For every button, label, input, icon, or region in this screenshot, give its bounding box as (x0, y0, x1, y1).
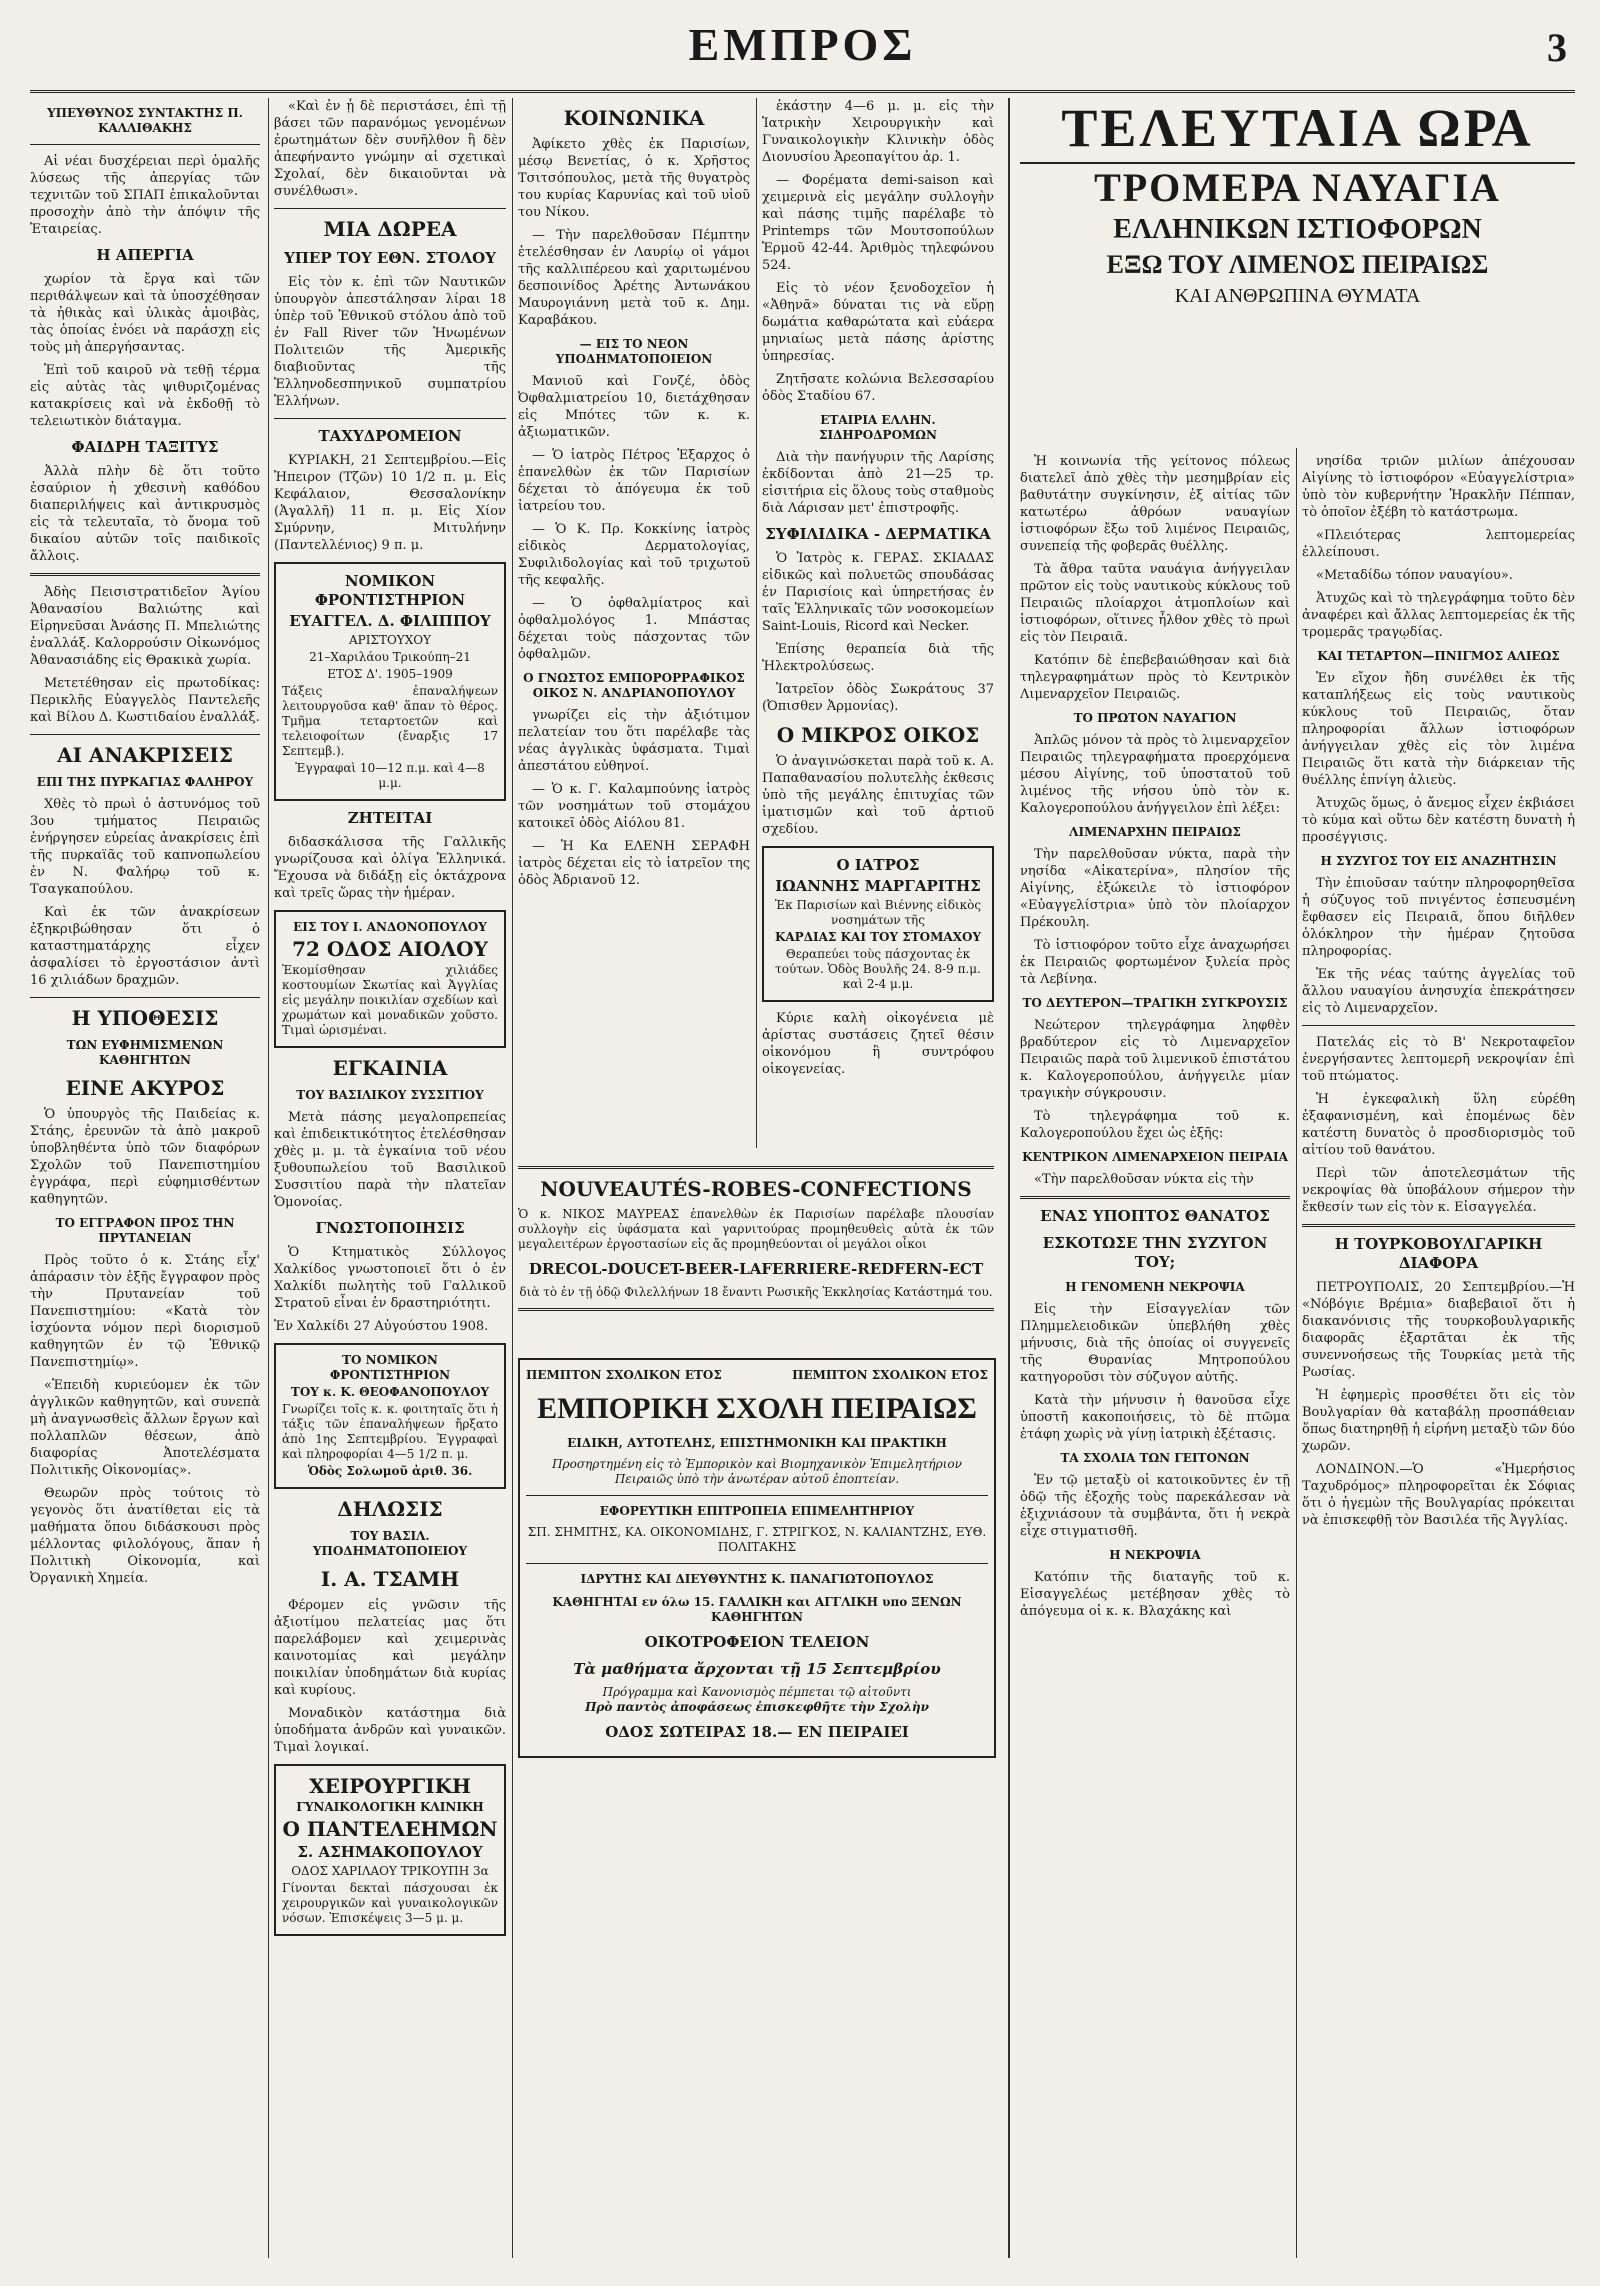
article-text: Κατόπιν δὲ ἐπεβεβαιώθησαν καὶ διὰ τηλεγραφημάτων πρὸς τὸ Κεντρικὸν Λιμεναρχεῖον Πειραιῶς. (1020, 653, 1290, 702)
article-text: Ἐν εἴχον ἤδη συνέλθει ἐκ τῆς καταπλήξεως εἰς τοὺς ναυτικοὺς κύκλους τοῦ Πειραιῶς, ὅταν πληροφορίαι ἄλλων ἱστιοφόρων ἀνήγγειλαν χθὲς εἰς τὸν λιμένα Πειραιῶς ὅτι κατὰ τὴν διάρκειαν τῆς θυέλλης ἐπνίγη ἁλιεὺς. (1302, 671, 1575, 788)
school-note: Πρὸ παντὸς ἀποφάσεως ἐπισκεφθῆτε τὴν Σχολὴν (585, 1700, 929, 1714)
article-heading: Η ΥΠΟΘΕΣΙΣ (71, 1006, 219, 1030)
ad-text: Γίνονται δεκταὶ πάσχουσαι ἐκ χειρουργικῶν καὶ γυναικολογικῶν νόσων. Ἐπισκέψεις 3—5 μ. μ. (282, 1881, 498, 1925)
article-text: Εἰς τὸν κ. ἐπὶ τῶν Ναυτικῶν ὑπουργὸν ἀπεστάλησαν λίραι 18 ὑπὲρ τοῦ Ἐθνικοῦ στόλου ἀπὸ τοῦ ἐν Fall River τῶν Ἡνωμένων Πολιτειῶν τῆς Ἀμερικῆς διαβιοῦντας τῆς Ἑλληνοδεσπηνικοῦ συμπατρίου Ἑλλήνων. (274, 275, 506, 409)
school-dormitory: ΟΙΚΟΤΡΟΦΕΙΟΝ ΤΕΛΕΙΟΝ (644, 1633, 870, 1651)
article-text: Καὶ ἐκ τῶν ἀνακρίσεων ἐξηκριβώθησαν ὅτι ὁ καταστηματάρχης εἶχεν ἀσφαλίσει τὸ ἐργοστάσιον ἀντὶ 16 χιλιάδων δραχμῶν. (30, 905, 260, 988)
article-heading: ΕΤΑΙΡΙΑ ΕΛΛΗΝ. ΣΙΔΗΡΟΔΡΟΜΩΝ (819, 413, 937, 442)
article-text: «Τὴν παρελθοῦσαν νύκτα εἰς τὴν (1034, 1172, 1254, 1187)
school-founder: ΙΔΡΥΤΗΣ ΚΑΙ ΔΙΕΥΘΥΝΤΗΣ Κ. ΠΑΝΑΓΙΩΤΟΠΟΥΛΟΣ (580, 1572, 934, 1586)
school-subtitle: ΕΙΔΙΚΗ, ΑΥΤΟΤΕΛΗΣ, ΕΠΙΣΤΗΜΟΝΙΚΗ ΚΑΙ ΠΡΑΚΤΙΚΗ (567, 1436, 947, 1450)
article-text: Μοναδικὸν κατάστημα διὰ ὑποδήματα ἀνδρῶν καὶ γυναικῶν. Τιμαὶ λογικαί. (274, 1706, 506, 1755)
article-heading: ΜΙΑ ΔΩΡΕΑ (323, 217, 457, 241)
article-text: Ὁ ἀναγινώσκεται παρὰ τοῦ κ. Α. Παπαθανασίου πολυτελὴς ἐκθεσις ὑπὸ τῆς μεγάλης ἐπιτυχίας τῶν ἱματισμῶν καὶ τοῦ ἀρτιοῦ σχεδίου. (762, 754, 994, 837)
article-text: Ὁ Ἰατρὸς κ. ΓΕΡΑΣ. ΣΚΙΑΔΑΣ εἰδικῶς καὶ πολυετῶς σπουδάσας ἐν Παρισίοις καὶ ὑπηρετήσας ἐν ταῖς Ἑλληνικαῖς τῶν νοσοκομείων Saint-Louis, Ricord καὶ Necker. (762, 551, 994, 634)
school-board: ΕΦΟΡΕΥΤΙΚΗ ΕΠΙΤΡΟΠΕΙΑ ΕΠΙΜΕΛΗΤΗΡΙΟΥ (599, 1504, 915, 1518)
ad-doctor: Σ. ΑΣΗΜΑΚΟΠΟΥΛΟΥ (297, 1843, 483, 1861)
article-heading: ΣΥΦΙΛΙΔΙΚΑ - ΔΕΡΜΑΤΙΚΑ (765, 525, 991, 543)
article-text: Πατελάς εἰς τὸ Β' Νεκροταφεῖον ἐνεργήσαντες λεπτομερῆ νεκροψίαν ἐπὶ τοῦ πτώματος. (1302, 1035, 1575, 1084)
school-start: Τὰ μαθήματα ἄρχονται τῇ 15 Σεπτεμβρίου (573, 1660, 941, 1678)
headline-last-hour: ΤΕΛΕΥΤΑΙΑ ΩΡΑ (1020, 98, 1575, 164)
article-heading: Η ΣΥΖΥΓΟΣ ΤΟΥ ΕΙΣ ΑΝΑΖΗΤΗΣΙΝ (1320, 854, 1557, 868)
advertisement-law-school (274, 1343, 506, 1489)
article-subheading: ΕΙΝΕ ΑΚΥΡΟΣ (65, 1076, 225, 1100)
newspaper-page (30, 18, 1575, 2268)
article-heading: ΚΑΙ ΤΕΤΑΡΤΟΝ—ΠΝΙΓΜΟΣ ΑΛΙΕΩΣ (1317, 649, 1560, 663)
article-text: Ἀλλὰ πλὴν δὲ ὅτι τοῦτο ἐσαύριον ἡ χθεσινὴ καθόδου διαπεριλήψεις καὶ ἀντικρυσμὸς εἰς τὰ τελευταῖα, τὸ ὄνομα τοῦ δικαίου αὐτῶν τοῖς παιδικοῖς ἄλλοις. (30, 464, 260, 564)
column-divider (512, 98, 513, 2258)
ad-title: ΝΟΜΙΚΟΝ ΦΡΟΝΤΙΣΤΗΡΙΟΝ (314, 572, 466, 609)
article-subheading: ΥΠΕΡ ΤΟΥ ΕΘΝ. ΣΤΟΛΟΥ (284, 249, 496, 267)
article-text: Εἰς τὴν Εἰσαγγελίαν τῶν Πλημμελειοδικῶν ὑπεβλήθη χθὲς μήνυσις, διὰ τῆς ὁποίας οἱ συγγενεῖς τῆς Θυρανίας Μητροπούλου κατηγοροῦσι τὸν σύζυγον αὐτῆς. (1020, 1302, 1290, 1385)
article-text: Πρὸς τοῦτο ὁ κ. Στάης εἶχ' ἀπάρασιν τὸν ἑξῆς ἔγγραφον πρὸς τὴν Πρυτανείαν τοῦ Πανεπιστημίου: «Κατὰ τὸν ἰσχύοντα νόμον περὶ διορισμοῦ καθηγητῶν ἐν τῷ Ἐθνικῷ Πανεπιστημίῳ». (30, 1253, 260, 1370)
article-text: Ἰατρεῖον ὁδὸς Σωκράτους 37 (Ὀπισθεν Ἀρμονίας). (762, 682, 994, 714)
page-number: 3 (1547, 25, 1567, 70)
school-teachers: ΚΑΘΗΓΗΤΑΙ εν όλω 15. ΓΑΛΛΙΚΗ και ΑΓΓΛΙΚΗ υπο ΞΕΝΩΝ ΚΑΘΗΓΗΤΩΝ (552, 1595, 962, 1624)
headline-victims: ΚΑΙ ΑΝΘΡΩΠΙΝΑ ΘΥΜΑΤΑ (1174, 285, 1421, 307)
advertisement-law-tutoring (274, 562, 506, 801)
column-divider (756, 98, 757, 1148)
article-text: ΠΕΤΡΟΥΠΟΛΙΣ, 20 Σεπτεμβρίου.—Ἡ «Νόβόγιε Βρέμια» διαβεβαιοῖ ὅτι ἡ διακανόνισις τῆς τουρκοβουλγαρικῆς διαφορᾶς ἐξαρτᾶται ἐκ τῆς συνεννοήσεως τῆς Τουρκίας μετὰ τῆς Ρωσίας. (1302, 1280, 1575, 1380)
ad-specialty: ΚΑΡΔΙΑΣ ΚΑΙ ΤΟΥ ΣΤΟΜΑΧΟΥ (774, 930, 982, 944)
article-text: Ἐν Χαλκίδι 27 Αὐγούστου 1908. (274, 1319, 489, 1334)
article-text: Θεωρῶν πρὸς τούτοις τὸ γεγονὸς ὅτι ἀνατίθεται εἰς τὰ μαθήματα ὅπου διδάσκουσι πρὸς μέλλοντας φιλολόγους, ἅπαν ἡ Πολιτικὴ Οἰκονομία, καὶ Ὀργανικὴ Χημεία. (30, 1486, 260, 1586)
article-text: Ὁ ὑπουργὸς τῆς Παιδείας κ. Στάης, ἐρευνῶν τὰ ἀπὸ μακροῦ ὑποβληθέντα ὑπὸ τῶν διαφόρων Σχολῶν τοῦ Πανεπιστημίου ἐγγράφα, περὶ εὐφημισθέντων καθηγητῶν. (30, 1107, 260, 1207)
ad-address: 72 ΟΔΟΣ ΑΙΟΛΟΥ (292, 937, 488, 961)
masthead (30, 18, 1575, 93)
column-1 (30, 98, 260, 2258)
ad-subtitle: ΑΡΙΣΤΟΥΧΟΥ (348, 633, 432, 647)
article-subheading: ΤΟ ΕΓΓΡΑΦΟΝ ΠΡΟΣ ΤΗΝ ΠΡΥΤΑΝΕΙΑΝ (55, 1216, 235, 1245)
ad-address: 21–Χαριλάου Τρικούπη–21 (309, 650, 471, 664)
ad-hours: Ἐγγραφαὶ 10—12 π.μ. καὶ 4—8 μ.μ. (295, 761, 485, 790)
article-subheading: ΚΕΝΤΡΙΚΟΝ ΛΙΜΕΝΑΡΧΕΙΟΝ ΠΕΙΡΑΙΑ (1022, 1150, 1288, 1164)
ad-text: Ἐκομίσθησαν χιλιάδες κοστουμίων Σκωτίας καὶ Ἀγγλίας εἰς μεγάλην ποικιλίαν σχεδίων καὶ χρωμάτων καὶ μοναδικῶν χοῦστο. Τιμαὶ ὡρισμέναι. (282, 963, 498, 1037)
ad-text: Τάξεις ἐπαναλήψεων λειτουργοῦσα καθ' ἅπαν τὸ θέρος. Τμῆμα τεταρτοετῶν καὶ τελειοφοίτων (ἔναρξις 17 Σεπτεμβ.). (282, 684, 498, 758)
article-subheading: Ι. Α. ΤΣΑΜΗ (320, 1567, 460, 1591)
article-text: «Καὶ ἐν ᾗ δὲ περιστάσει, ἐπὶ τῇ βάσει τῶν παρανόμως γενομένων ἐρωτημάτων δὲν συνῆλθον ἢ δὲν ἀπεφήναντο γνώμην αἱ σχετικαὶ Σχολαί, δὲν δικαιοῦνται νὰ συνέλθωσι». (274, 99, 506, 199)
article-text: «Μεταδίδω τόπον ναυαγίου». (1316, 568, 1513, 583)
article-subheading: Η ΝΕΚΡΟΨΙΑ (1109, 1548, 1201, 1562)
article-text: Τὴν παρελθοῦσαν νύκτα, παρὰ τὴν νησίδα «Αἰκατερίνα», πλησίον τῆς Αἰγίνης, ἐξώκειλε τὸ ἱστιοφόρον «Εὐαγγελίστρια» ὑπὸ τὸν πλοίαρχον Πρέκουλη. (1020, 847, 1290, 930)
article-heading: ΤΑΧΥΔΡΟΜΕΙΟΝ (318, 427, 462, 445)
ad-text: Ἐκ Παρισίων καὶ Βιέννης εἰδικὸς νοσημάτων τῆς (774, 898, 982, 927)
article-heading: Ο ΓΝΩΣΤΟΣ ΕΜΠΟΡΟΡΡΑΦΙΚΟΣ ΟΙΚΟΣ Ν. ΑΝΔΡΙΑΝΟΠΟΥΛΟΥ (523, 671, 745, 700)
article-text: Ἀτυχῶς ὅμως, ὁ ἄνεμος εἶχεν ἐκβιάσει τὸ κύμα καὶ οὕτω δὲν κατέστη δυνατὴ ἡ προσέγγισις. (1302, 796, 1575, 845)
ad-title: ΧΕΙΡΟΥΡΓΙΚΗ (309, 1774, 471, 1798)
article-text: Ἀφίκετο χθὲς ἐκ Παρισίων, μέσῳ Βενετίας, ὁ κ. Χρῆστος Τσιτσόπουλος, μετὰ τῆς θυγατρὸς του κυρίας Καρυνίας καὶ τοῦ υἱοῦ του Νίκου. (518, 137, 750, 220)
article-text: Ἐν τῷ μεταξὺ οἱ κατοικοῦντες ἐν τῇ ὁδῷ τῆς ἐξοχῆς τοὺς παρεκάλεσαν νὰ ἐξιχνιάσουν τὰ συμβάντα, ὅτι ἡ νεκρὰ εἶχε στιγματισθῆ. (1020, 1473, 1290, 1539)
article-text: Ἐκ τῆς νέας ταύτης ἀγγελίας τοῦ ἄλλου ναυαγίου ἀνησυχία ἐπεκράτησεν εἰς τὸ Λιμεναρχεῖον. (1302, 967, 1575, 1016)
article-heading: ΤΟ ΠΡΩΤΟΝ ΝΑΥΑΓΙΟΝ (1073, 711, 1237, 725)
column-divider (1008, 98, 1010, 2258)
ad-houses: DRECOL-DOUCET-BEER-LAFERRIERE-REDFERN-ECT (528, 1260, 984, 1278)
advertisement-nouveautes (518, 1158, 994, 1319)
ad-text: Γνωρίζει τοῖς κ. κ. φοιτηταῖς ὅτι ἡ τάξις τῶν ἐπαναλήψεων ἤρξατο ἀπὸ 1ης Σεπτεμβρίου. Ἐγγραφαὶ καὶ πληροφορίαι 4—5 1/2 π. μ. (282, 1402, 498, 1461)
article-text: Τὰ ἄθρα ταῦτα ναυάγια ἀνήγγειλαν πρῶτον εἰς τοὺς ναυτικοὺς κύκλους τοῦ Πειραιῶς πλοίαρχοι ἀτμοπλοίων καὶ ἱστιοφόρων, οἵτινες ἦλθον χθὲς τὸ πρωὶ εἰς τὸν Πειραιᾶ. (1020, 562, 1290, 645)
article-text: Ἀπλῶς μόνον τὰ πρὸς τὸ λιμεναρχεῖον Πειραιῶς τηλεγραφήματα προερχόμενα μέσου Αἰγίνης, τοῦ ὑποστατοῦ τοῦ λιμένος τῆς νήσου ὑπὸ τὸν κ. Καλογεροπούλου ἀνήγγειλον ἐπὶ λέξει: (1020, 733, 1290, 816)
article-text: Εἰς τὸ νέον ξενοδοχεῖον ἡ «Ἀθηνᾶ» δύναται τις νὰ εὕρῃ δωμάτια καθαρώτατα καὶ εὐάερα μηνιαίως μετὰ πάσης ἀρίστης ὑπηρεσίας. (762, 281, 994, 364)
article-text: Φέρομεν εἰς γνῶσιν τῆς ἀξιοτίμου πελατείας μας ὅτι παρελάβομεν καὶ χειμερινὰς καινοτομίας καὶ μεγάλην ποικιλίαν ὑποδημάτων διὰ κυρίας καὶ κυρίους. (274, 1598, 506, 1698)
article-text: Ἡ ἐφημερὶς προσθέτει ὅτι εἰς τὸν Βουλγαρίαν θὰ καταβάλῃ προσπάθειαν ὅπως διατηρηθῇ ἡ εἰρήνη μεταξὺ τῶν δύο χωρῶν. (1302, 1388, 1575, 1454)
column-4 (762, 98, 994, 1148)
article-text: Μετετέθησαν εἰς πρωτοδίκας: Περικλῆς Εὐαγγελὸς Παντελεῆς καὶ Βίλου Δ. Κωστιδαίου ἐναλλάξ. (30, 676, 260, 725)
article-text: Ἐπίσης θεραπεία διὰ τῆς Ἠλεκτρολύσεως. (762, 642, 994, 674)
ad-address: διὰ τὸ ἐν τῇ ὁδῷ Φιλελλήνων 18 ἔναντι Ρωσικῆς Ἐκκλησίας Κατάστημά του. (519, 1285, 993, 1299)
article-text: ΚΥΡΙΑΚΗ, 21 Σεπτεμβρίου.—Εἰς Ἠπειρον (Τζῶν) 10 1/2 π. μ. Εἰς Κεφάλαιον, Θεσσαλονίκην (Ἀγαλλῆ) 11 π. μ. Εἰς Χίον Σμύρνην, Μιτυλήνην (Παντελλένιος) 9 π. μ. (274, 453, 506, 553)
ad-title: ΕΙΣ ΤΟΥ Ι. ΑΝΔΟΝΟΠΟΥΛΟΥ (293, 920, 487, 934)
article-heading: — ΕΙΣ ΤΟ ΝΕΟΝ ΥΠΟΔΗΜΑΤΟΠΟΙΕΙΟΝ (555, 337, 713, 366)
article-heading: Η ΤΟΥΡΚΟΒΟΥΛΓΑΡΙΚΗ ΔΙΑΦΟΡΑ (1334, 1235, 1543, 1272)
ad-subtitle: ΓΥΝΑΙΚΟΛΟΓΙΚΗ ΚΛΙΝΙΚΗ (296, 1800, 484, 1814)
newspaper-title: ΕΜΠΡΟΣ (688, 19, 917, 70)
article-text: ἐκάστην 4—6 μ. μ. εἰς τὴν Ἱατρικὴν Χειρουργικὴν καὶ Γυναικολογικὴν Κλινικὴν ὁδὸς Διονυσίου Ἀρεοπαγίτου ἀρ. 1. (762, 99, 994, 165)
article-subheading: ΤΑ ΣΧΟΛΙΑ ΤΩΝ ΓΕΙΤΟΝΩΝ (1060, 1451, 1250, 1465)
column-3 (518, 98, 750, 1148)
school-address: ΟΔΟΣ ΣΩΤΕΙΡΑΣ 18.— ΕΝ ΠΕΙΡΑΙΕΙ (605, 1723, 909, 1741)
ad-name: ΙΩΑΝΝΗΣ ΜΑΡΓΑΡΙΤΗΣ (775, 877, 981, 895)
article-text: — Ὁ ἰατρὸς Πέτρος Ἐξαρχος ὁ ἐπανελθὼν ἐκ τῶν Παρισίων δέχεται τὸ ἀπόγευμα ἐκ τοῦ ἰατρείου του. (518, 448, 750, 514)
article-text: Χθὲς τὸ πρωὶ ὁ ἀστυνόμος τοῦ 3ου τμήματος Πειραιῶς ἐνήργησεν εὐρείας ἀνακρίσεις ἐπὶ τῆς πυρκαϊᾶς τοῦ καπνοπωλείου ἐν Ν. Φαλήρῳ τοῦ κ. Τσαγκαπούλου. (30, 797, 260, 897)
ad-name: ΤΟΥ κ. Κ. ΘΕΟΦΑΝΟΠΟΥΛΟΥ (290, 1385, 490, 1399)
school-title: ΕΜΠΟΡΙΚΗ ΣΧΟΛΗ ΠΕΙΡΑΙΩΣ (537, 1392, 977, 1425)
ad-address: Ὁδὸς Σολωμοῦ ἀριθ. 36. (307, 1464, 473, 1478)
section-heading: ΚΟΙΝΩΝΙΚΑ (563, 106, 705, 130)
advertisement-clinic (274, 1764, 506, 1936)
article-heading: ΓΝΩΣΤΟΠΟΙΗΣΙΣ (315, 1219, 465, 1237)
ad-address: Θεραπεύει τοὺς πάσχοντας ἐκ τούτων. Ὁδὸς Βουλῆς 24. 8-9 π.μ. καὶ 2-4 μ.μ. (775, 947, 981, 991)
ad-title: Ο ΙΑΤΡΟΣ (836, 856, 920, 874)
advertisement-doctor (762, 846, 994, 1002)
article-text: Κατὰ τὴν μήνυσιν ἡ θανοῦσα εἶχε ὑποστῆ κακοποιήσεις, τὸ δὲ πτῶμα ἐτάφη χωρὶς νὰ γίνῃ ἰατρικὴ ἐξέτασις. (1020, 1393, 1290, 1442)
article-text: «Ἐπειδὴ κυριεύομεν ἐκ τῶν ἀγγλικῶν καθηγητῶν, καὶ συνεπὰ μὴ ἀναγνωσθεὶς ἄλλων ἔργων καὶ πολλαπλῶν θέσεων, ἀπὸ διαφορίας Ἀποτελέσματα Πολιτικῆς Οἰκονομίας». (30, 1378, 260, 1478)
article-heading: ΤΟ ΔΕΥΤΕΡΟΝ—ΤΡΑΓΙΚΗ ΣΥΓΚΡΟΥΣΙΣ (1022, 996, 1288, 1010)
article-text: Νεώτερον τηλεγράφημα ληφθὲν βραδύτερον εἰς τὸ Λιμεναρχεῖον Πειραιῶς παρὰ τοῦ λιμενικοῦ ἐπιστάτου κ. Καλογεροπούλου, ἀνήγγειλε μίαν τραγικὴν σύγκρουσιν. (1020, 1018, 1290, 1101)
school-description: Προσηρτημένη εἰς τὸ Ἐμπορικὸν καὶ Βιομηχανικὸν Ἐπιμελητήριον Πειραιῶς ὑπὸ τὴν ἀνωτέραν αὐτοῦ ἐποπτείαν. (552, 1457, 962, 1486)
school-board-members: ΣΠ. ΣΗΜΙΤΗΣ, ΚΑ. ΟΙΚΟΝΟΜΙΔΗΣ, Γ. ΣΤΡΙΓΚΟΣ, Ν. ΚΑΛΙΑΝΤΖΗΣ, ΕΥΘ. ΠΟΛΙΤΑΚΗΣ (527, 1525, 987, 1554)
article-text: — Τὴν παρελθοῦσαν Πέμπτην ἐτελέσθησαν ἐν Λαυρίῳ οἱ γάμοι τῆς καλλιπέρεου καὶ χαριτωμένου δεσποινίδος Ἀρέτης Ἀντωνάκου Μαυρογιάννη μετὰ τοῦ κ. Δημ. Καραβάκου. (518, 228, 750, 328)
article-heading: ΦΑΙΔΡΗ ΤΑΞΙΤΥΣ (71, 438, 219, 456)
column-2 (274, 98, 506, 2258)
article-text: — Ὁ ὀφθαλμίατρος καὶ ὀφθαλμολόγος 1. Μπάστας δέχεται τοὺς πάσχοντας τῶν ὀφθαλμῶν. (518, 596, 750, 662)
article-text: — Ἡ Κα ΕΛΕΝΗ ΣΕΡΑΦΗ ἰατρὸς δέχεται εἰς τὸ ἰατρεῖον της ὁδὸς Ἀδριανοῦ 12. (518, 839, 750, 888)
column-divider (268, 98, 269, 2258)
ad-address: ΟΔΟΣ ΧΑΡΙΛΑΟΥ ΤΡΙΚΟΥΠΗ 3α (291, 1864, 489, 1878)
article-subheading: ΕΠΙ ΤΗΣ ΠΥΡΚΑΓΙΑΣ ΦΑΛΗΡΟΥ (36, 775, 254, 789)
article-text: Μανιοῦ καὶ Γονζέ, ὁδὸς Ὀφθαλμιατρείου 10, διετάχθησαν εἰς Μπότες τῶν κ. κ. ἀξιωματικῶν. (518, 374, 750, 440)
article-text: διδασκάλισσα τῆς Γαλλικῆς γνωρίζουσα καὶ ὀλίγα Ἑλληνικά. Ἔχουσα νὰ διδάξῃ εἰς ὀκτάχρονα καὶ τρεῖς ὥρας τὴν ἡμέραν. (274, 835, 506, 901)
article-text: Τὸ τηλεγράφημα τοῦ κ. Καλογεροπούλου ἔχει ὡς ἑξῆς: (1020, 1109, 1290, 1141)
article-text: Ζητῆσατε κολώνια Βελεσσαρίου ὁδὸς Σταδίου 67. (762, 372, 994, 404)
article-heading: ΔΗΛΩΣΙΣ (337, 1497, 443, 1521)
ad-year: ΕΤΟΣ Δ'. 1905–1909 (327, 667, 453, 681)
ad-text: Ὁ κ. ΝΙΚΟΣ ΜΑΥΡΕΑΣ ἐπανελθὼν ἐκ Παρισίων παρέλαβε πλουσίαν συλλογὴν εἰς ὑφάσματα καὶ γαρνιτούρας προμηθευθεὶς αὐτὰ ἐκ τῶν μεγαλειτέρων ἐργοστασίων εἰς ἄς προμηθεύονται οἱ μεγάλοι οἶκοι (518, 1207, 994, 1251)
column-6 (1302, 453, 1575, 2258)
article-text: χωρίον τὰ ἔργα καὶ τῶν περιθάλψεων καὶ τὰ ὑποσχέθησαν τὰ ἠθικὰς καὶ ὑλικὰς ἀμοιβὰς, τὰς ὁποίας ἐνόει νὰ παράσχῃ εἰς τοὺς μὴ ἀπεργήσαντας. (30, 272, 260, 355)
article-text: Ἐπὶ τοῦ καιροῦ νὰ τεθῇ τέρμα εἰς αὐτὰς τὰς ψιθυριζομένας κατακρίσεις καὶ νὰ ἐκδοθῇ τὸ τελειωτικὸν διάταγμα. (30, 363, 260, 429)
article-subheading: ΤΟΥ ΒΑΣΙΛΙΚΟΥ ΣΥΣΣΙΤΙΟΥ (296, 1088, 484, 1102)
article-text: «Πλειότερας λεπτομερείας ἐλλείπουσι. (1302, 528, 1575, 560)
article-text: Ἡ κοινωνία τῆς γείτονος πόλεως διατελεῖ ἀπὸ χθὲς τὴν μεσημβρίαν εἰς βαθυτάτην συγκίνησιν, ἐξ αἰτίας τῶν κατωτέρω ἀθρόων ναυαγίων ἱστιοφόρων ἔξω τοῦ λιμένος Πειραιῶς, συνεπείᾳ τῆς φοβερᾶς θυέλλης. (1020, 454, 1290, 554)
ad-title: ΤΟ ΝΟΜΙΚΟΝ ΦΡΟΝΤΙΣΤΗΡΙΟΝ (329, 1353, 451, 1382)
headline-shipwrecks: ΤΡΟΜΕΡΑ ΝΑΥΑΓΙΑ (1094, 165, 1501, 210)
article-heading: ΕΓΚΑΙΝΙΑ (332, 1056, 448, 1080)
article-text: Μετὰ πάσης μεγαλοπρεπείας καὶ ἐπιδεικτικότητος ἐτελέσθησαν χθὲς μ. μ. τὰ ἐγκαίνια τοῦ νέου ξυθουπωλείου τοῦ Βασιλικοῦ Συσσιτίου παρὰ τὴν πλατεῖαν Ὁμονοίας. (274, 1110, 506, 1210)
ad-name: Ο ΠΑΝΤΕΛΕΗΜΩΝ (282, 1817, 498, 1841)
article-text: Ὁ Κτηματικὸς Σύλλογος Χαλκίδος γνωστοποιεῖ ὅτι ὁ ἐν Χαλκίδι πωλητὴς τοῦ Γαλλικοῦ Στρατοῦ εἶναι ἐν δραστηριότητι. (274, 1245, 506, 1311)
column-divider (1296, 448, 1297, 2258)
ad-name: ΕΥΑΓΓΕΛ. Δ. ΦΙΛΙΠΠΟΥ (289, 612, 491, 630)
article-text: Τὸ ἱστιοφόρον τοῦτο εἶχε ἀναχωρήσει ἐκ Πειραιῶς φορτωμένον ξυλεία πρὸς τὰ Λεβίνηα. (1020, 938, 1290, 987)
article-subheading: Η ΓΕΝΟΜΕΝΗ ΝΕΚΡΟΨΙΑ (1065, 1280, 1245, 1294)
article-text: — Ὁ Κ. Πρ. Κοκκίνης ἰατρὸς εἰδικὸς Δερματολογίας, Συφιλιδολογίας καὶ τοῦ τριχωτοῦ τῆς κεφαλῆς. (518, 522, 750, 588)
article-heading: ΖΗΤΕΙΤΑΙ (347, 809, 433, 827)
article-heading: ΑΙ ΑΝΑΚΡΙΣΕΙΣ (57, 743, 233, 767)
ad-title: NOUVEAUTÉS-ROBES-CONFECTIONS (540, 1177, 972, 1201)
advertisement-clothing (274, 910, 506, 1048)
article-text: — Ὁ κ. Γ. Καλαμπούνης ἰατρὸς τῶν νοσημάτων τοῦ στομάχου κατοικεῖ ὁδὸς Αἰόλου 81. (518, 782, 750, 831)
article-text: — Φορέματα demi-saison καὶ χειμερινὰ εἰς μεγάλην συλλογὴν καὶ πάσης τιμῆς παρέλαβε τὸ Printemps τῶν Μουτσοπούλων Ἑρμοῦ 42-44. Ἀριθμὸς τηλεφώνου 524. (762, 173, 994, 273)
article-text: Ἀτυχῶς καὶ τὸ τηλεγράφημα τοῦτο δὲν ἀναφέρει καὶ ἄλλας λεπτομερείας ἐκ τῆς τρομερᾶς τραγῳδίας. (1302, 591, 1575, 640)
article-text: νησίδα τριῶν μιλίων ἀπέχουσαν Αἰγίνης τὸ ἱστιοφόρον «Εὐαγγελίστρια» ὑπὸ τὸν κυβερνήτην Ἡρακλῆν Πέππαν, τὸ ὁποῖον ἐξέβη τὸ κατάστρωμα. (1302, 454, 1575, 520)
article-heading: ΕΝΑΣ ΥΠΟΠΤΟΣ ΘΑΝΑΤΟΣ (1040, 1207, 1270, 1225)
school-year-left: ΠΕΜΠΤΟΝ ΣΧΟΛΙΚΟΝ ΕΤΟΣ (526, 1368, 722, 1382)
school-year-right: ΠΕΜΠΤΟΝ ΣΧΟΛΙΚΟΝ ΕΤΟΣ (792, 1368, 988, 1382)
article-text: Αἱ νέαι δυσχέρειαι περὶ ὁμαλῆς λύσεως τῆς ἀπεργίας τῶν τεχνιτῶν τοῦ ΣΠΑΠ ἐπικαλοῦνται προσοχὴν ἀπὸ τὴν ἀπόψιν τῆς Ἐταιρείας. (30, 154, 260, 237)
article-heading: Ο ΜΙΚΡΟΣ ΟΙΚΟΣ (776, 723, 980, 747)
headline-sailing-ships: ΕΛΛΗΝΙΚΩΝ ΙΣΤΙΟΦΟΡΩΝ (1113, 214, 1482, 245)
advertisement-commercial-school (518, 1358, 996, 1758)
article-text: Διὰ τὴν πανήγυριν τῆς Λαρίσης ἐκδίδονται ἀπὸ 21—25 τρ. εἰσιτήρια εἰς ὅλους τοὺς σταθμοὺς διὰ Λάρισαν μετ' ἐπιστροφῆς. (762, 450, 994, 516)
article-heading: Η ΑΠΕΡΓΙΑ (96, 246, 194, 264)
school-program: Πρόγραμμα καὶ Κανονισμὸς πέμπεται τῷ αἰτοῦντι (602, 1685, 912, 1699)
article-text: γνωρίζει εἰς τὴν ἀξιότιμον πελατείαν του ὅτι παρέλαβε τὰς νέας ἀγγλικὰς ὑφάσματα. Τιμαὶ ἀπεστάτου εὐθηνοί. (518, 708, 750, 774)
article-text: Ἡ ἐγκεφαλικὴ ὕλη εὑρέθη ἐξαφανισμένη, καὶ ἐπομένως δὲν κατέστη δυνατὸς ὁ προσδιορισμὸς τοῦ αἰτίου τοῦ θανάτου. (1302, 1092, 1575, 1158)
article-subheading: ΤΩΝ ΕΥΦΗΜΙΣΜΕΝΩΝ ΚΑΘΗΓΗΤΩΝ (66, 1038, 224, 1067)
article-text: Ἀδὴς Πεισιστρατιδεῖον Ἁγίου Ἀθανασίου Βαλιώτης καὶ Εἰρηνεῦσαι Ἀνάσης Π. Μπελιώτης ἐναλλάξ. Καλορρούσιν Οἰκωνόμος Ἀθανασιάδης εἰς Θρακικὰ χωρία. (30, 585, 260, 668)
byline: ΥΠΕΥΘΥΝΟΣ ΣΥΝΤΑΚΤΗΣ Π. ΚΑΛΛΙΘΑΚΗΣ (47, 106, 243, 135)
article-text: Κύριε καλὴ οἰκογένεια μὲ ἀρίστας συστάσεις ζητεῖ θέσιν οἰκονόμου ἢ συντρόφου οἰκογενείας. (762, 1011, 994, 1077)
article-subheading: ΕΣΚΟΤΩΣΕ ΤΗΝ ΣΥΖΥΓΟΝ ΤΟΥ; (1042, 1234, 1268, 1271)
article-text: Τὴν ἐπιοῦσαν ταύτην πληροφορηθεῖσα ἡ σύζυγος τοῦ πνιγέντος ἐσπευσμένη ἔφθασεν εἰς Πειραιᾶ, ὅπου διῆλθεν ὁλόκληρον τὴν ἡμέραν ζητοῦσα πληροφορίας. (1302, 876, 1575, 959)
article-subheading: ΤΟΥ ΒΑΣΙΛ. ΥΠΟΔΗΜΑΤΟΠΟΙΕΙΟΥ (312, 1529, 468, 1558)
article-text: Κατόπιν τῆς διαταγῆς τοῦ κ. Εἰσαγγελέως μετέβησαν χθὲς τὸ ἀπόγευμα οἱ κ. κ. Βλαχάκης καὶ (1020, 1570, 1290, 1619)
article-text: Περὶ τῶν ἀποτελεσμάτων τῆς νεκροψίας θὰ ὑποβάλουν σήμερον τὴν ἔκθεσίν των εἰς τὸν κ. Εἰσαγγελέα. (1302, 1166, 1575, 1215)
headline-outside-port: ΕΞΩ ΤΟΥ ΛΙΜΕΝΟΣ ΠΕΙΡΑΙΩΣ (1106, 250, 1489, 279)
breaking-news-headline (1020, 98, 1575, 310)
column-5 (1020, 453, 1290, 2258)
article-subheading: ΛΙΜΕΝΑΡΧΗΝ ΠΕΙΡΑΙΩΣ (1069, 825, 1241, 839)
article-text: ΛΟΝΔΙΝΟΝ.—Ὁ «Ἡμερήσιος Ταχυδρόμος» πληροφορεῖται ἐκ Σόφιας ὅτι ὁ ἡγεμὼν τῆς Βουλγαρίας πρόκειται νὰ ἐπισκεφθῇ τὸν Βασιλέα τῆς Ἀγγλίας. (1302, 1462, 1575, 1528)
